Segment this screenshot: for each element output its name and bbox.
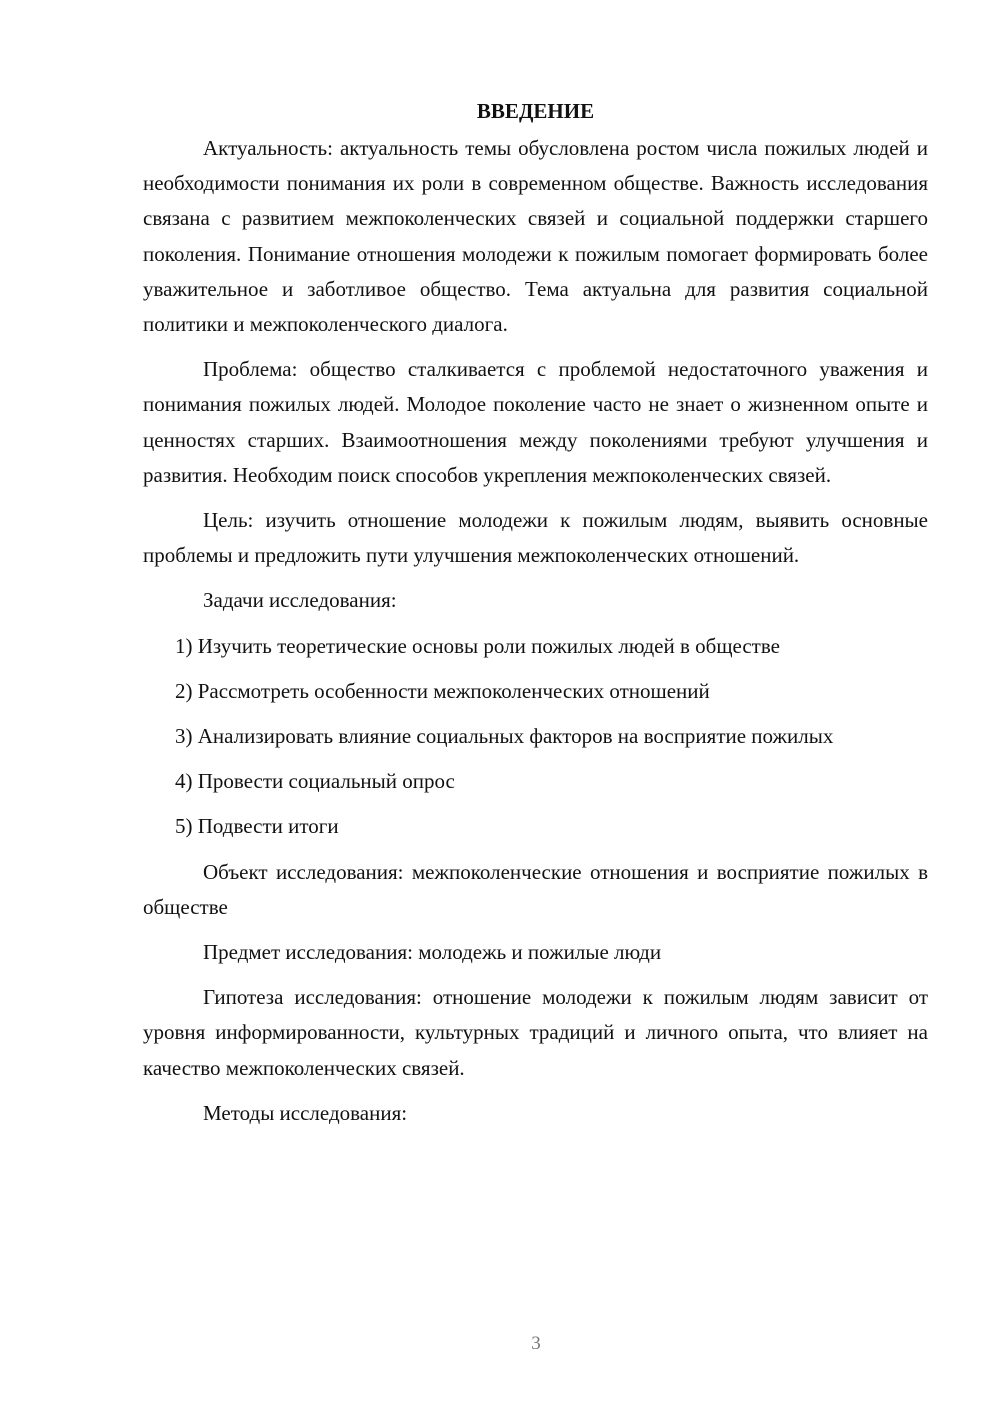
problem-paragraph: Проблема: общество сталкивается с проблемой недостаточного уважения и понимания пожилых людей. Молодое поколение часто не знает о жизненном опыте и ценностях старших. Взаимоотношения между поколениями требуют улучшения и развития. Необходим поиск способов укрепления межпоколенческих связей. xyxy=(143,357,928,487)
section-title: ВВЕДЕНИЕ xyxy=(476,99,595,123)
document-page xyxy=(143,95,928,1141)
task-item-5: 5) Подвести итоги xyxy=(175,814,339,839)
tasks-heading: Задачи исследования: xyxy=(203,588,397,613)
goal-paragraph: Цель: изучить отношение молодежи к пожилым людям, выявить основные проблемы и предложить пути улучшения межпоколенческих отношений. xyxy=(143,508,928,568)
task-item-2: 2) Рассмотреть особенности межпоколенческих отношений xyxy=(175,678,710,703)
page-number: 3 xyxy=(531,1333,541,1354)
task-item-4: 4) Провести социальный опрос xyxy=(175,769,455,794)
object-paragraph: Объект исследования: межпоколенческие отношения и восприятие пожилых в обществе xyxy=(143,859,928,919)
task-item-3: 3) Анализировать влияние социальных факторов на восприятие пожилых xyxy=(175,724,834,749)
hypothesis-paragraph: Гипотеза исследования: отношение молодежи к пожилым людям зависит от уровня информированности, культурных традиций и личного опыта, что влияет на качество межпоколенческих связей. xyxy=(143,985,928,1080)
methods-heading: Методы исследования: xyxy=(203,1100,408,1125)
task-item-1: 1) Изучить теоретические основы роли пожилых людей в обществе xyxy=(175,633,780,658)
relevance-paragraph: Актуальность: актуальность темы обусловлена ростом числа пожилых людей и необходимости понимания их роли в современном обществе. Важность исследования связана с развитием межпоколенческих связей и социальной поддержки старшего поколения. Понимание отношения молодежи к пожилым помогает формировать более уважительное и заботливое общество. Тема актуальна для развития социальной политики и межпоколенческого диалога. xyxy=(143,136,928,337)
subject-paragraph: Предмет исследования: молодежь и пожилые люди xyxy=(203,940,662,965)
